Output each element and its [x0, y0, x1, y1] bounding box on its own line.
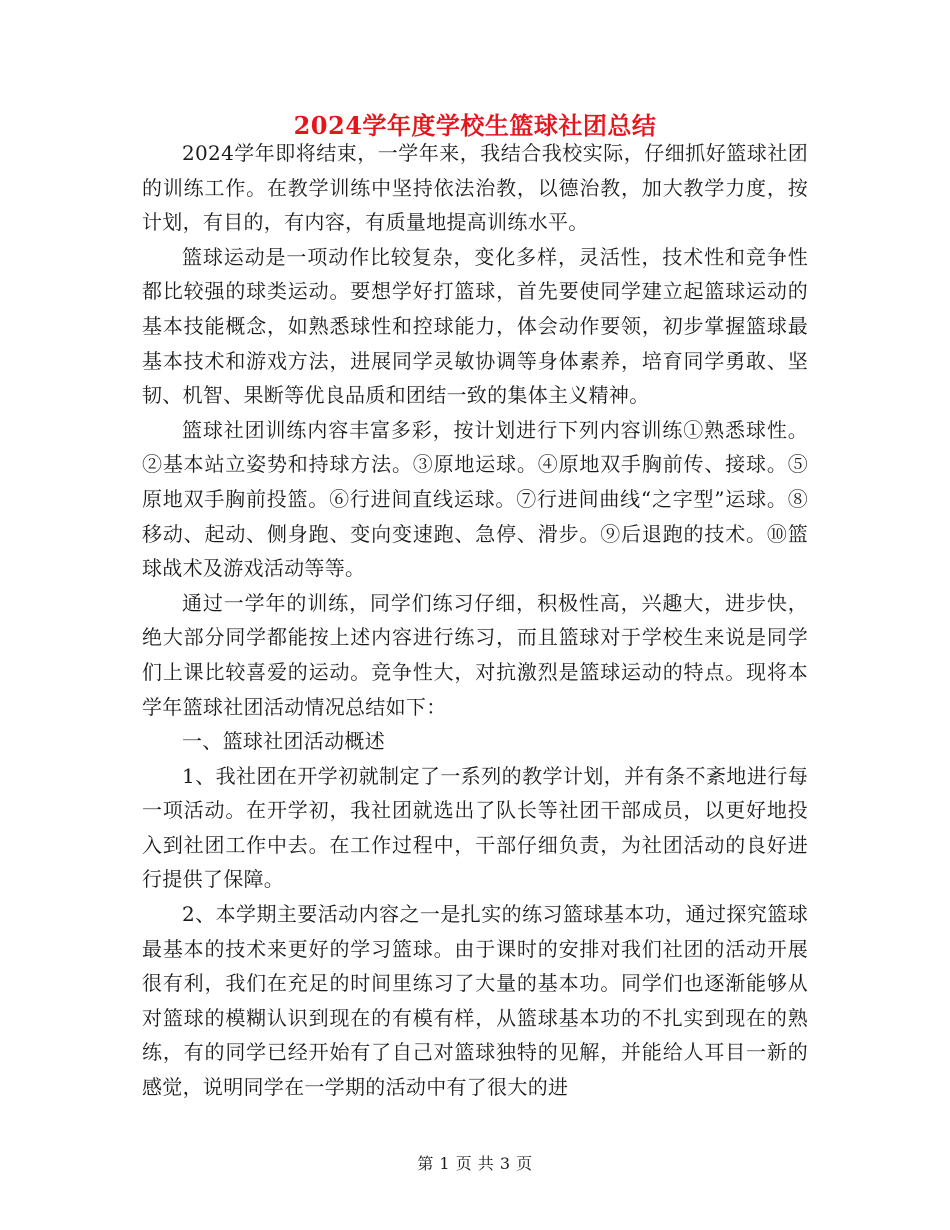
paragraph-intro: 2024学年即将结束，一学年来，我结合我校实际，仔细抓好篮球社团的训练工作。在教学训练中坚持依法治教，以德治教，加大教学力度，按计划，有目的，有内容，有质量地提高训练水平。 — [142, 141, 808, 235]
paragraph-training-results: 通过一学年的训练，同学们练习仔细，积极性高，兴趣大，进步快，绝大部分同学都能按上述内容进行练习，而且篮球对于学校生来说是同学们上课比较喜爱的运动。竞争性大，对抗激烈是篮球运动的特点。现将本学年篮球社团活动情况总结如下： — [142, 590, 808, 719]
section-heading-overview: 一、篮球社团活动概述 — [182, 729, 385, 754]
paragraph-item-2: 2、本学期主要活动内容之一是扎实的练习篮球基本功，通过探究篮球最基本的技术来更好的学习篮球。由于课时的安排对我们社团的活动开展很有利，我们在充足的时间里练习了大量的基本功。同学们也逐渐能够从对篮球的模糊认识到现在的有模有样，从篮球基本功的不扎实到现在的熟练，有的同学已经开始有了自己对篮球独特的见解，并能给人耳目一新的感觉，说明同学在一学期的活动中有了很大的进 — [142, 902, 808, 1100]
paragraph-item-1: 1、我社团在开学初就制定了一系列的教学计划，并有条不紊地进行每一项活动。在开学初，我社团就选出了队长等社团干部成员，以更好地投入到社团工作中去。在工作过程中，干部仔细负责，为社团活动的良好进行提供了保障。 — [142, 763, 808, 892]
paragraph-basketball-overview: 篮球运动是一项动作比较复杂，变化多样，灵活性，技术性和竞争性都比较强的球类运动。要想学好打篮球，首先要使同学建立起篮球运动的基本技能概念，如熟悉球性和控球能力，体会动作要领，初步掌握篮球最基本技术和游戏方法，进展同学灵敏协调等身体素养，培育同学勇敢、坚韧、机智、果断等优良品质和团结一致的集体主义精神。 — [142, 244, 808, 408]
document-title: 2024学年度学校生篮球社团总结 — [293, 111, 657, 140]
document-body — [142, 136, 808, 1105]
paragraph-training-content: 篮球社团训练内容丰富多彩，按计划进行下列内容训练①熟悉球性。②基本站立姿势和持球方法。③原地运球。④原地双手胸前传、接球。⑤原地双手胸前投篮。⑥行进间直线运球。⑦行进间曲线“之字型”运球。⑧移动、起动、侧身跑、变向变速跑、急停、滑步。⑨后退跑的技术。⑩篮球战术及游戏活动等等。 — [142, 417, 808, 581]
page-footer: 第 1 页 共 3 页 — [417, 1154, 533, 1173]
